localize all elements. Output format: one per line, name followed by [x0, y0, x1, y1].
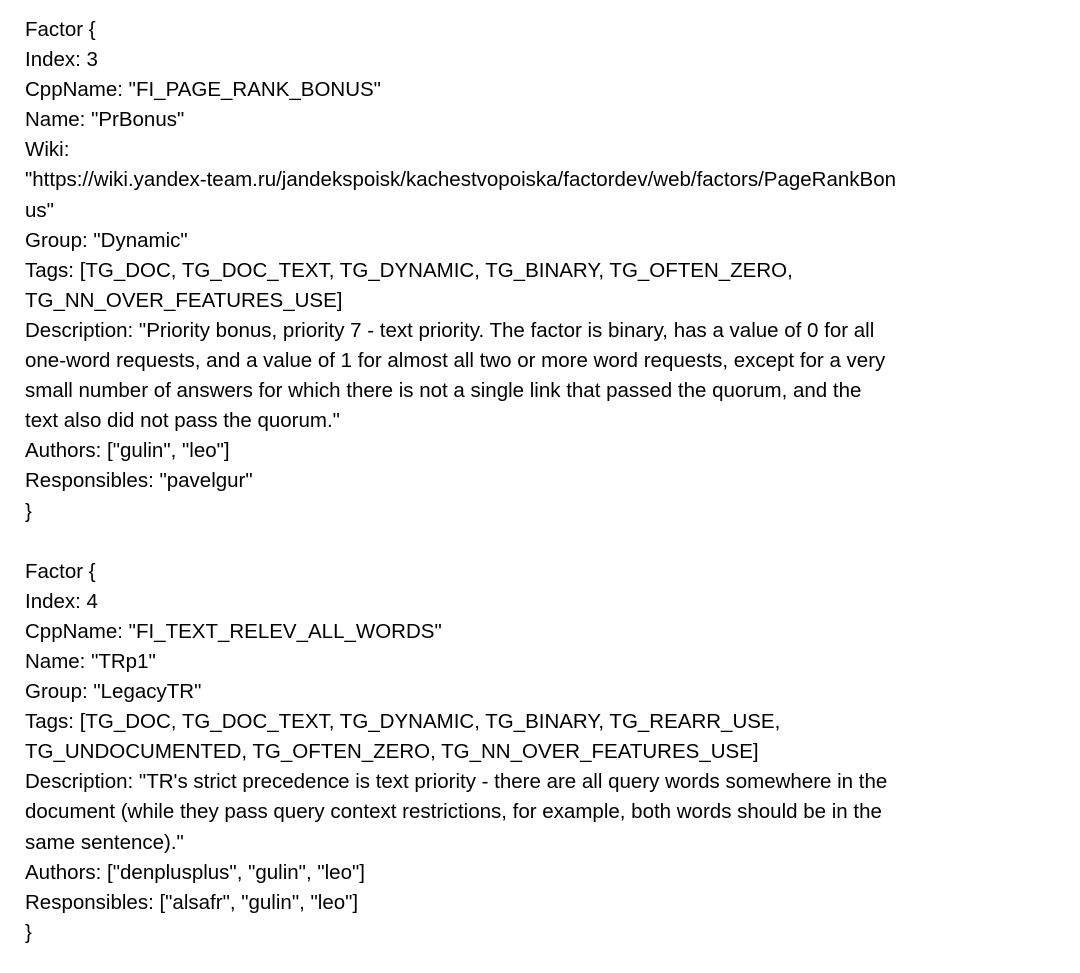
factor-tags: Tags: [TG_DOC, TG_DOC_TEXT, TG_DYNAMIC, TG_BINARY, TG_REARR_USE, — [25, 710, 781, 734]
factor-index: Index: 3 — [25, 48, 98, 72]
factor-cppname: CppName: "FI_PAGE_RANK_BONUS" — [25, 78, 381, 102]
factor-description-cont: same sentence)." — [25, 830, 184, 854]
factor-name: Name: "TRp1" — [25, 649, 156, 673]
factor-cppname: CppName: "FI_TEXT_RELEV_ALL_WORDS" — [25, 619, 442, 643]
factor-block-2 — [25, 557, 1065, 948]
factor-description-cont: text also did not pass the quorum." — [25, 409, 340, 433]
factor-description-cont: document (while they pass query context restrictions, for example, both words should be in the — [25, 800, 882, 824]
factor-tags: Tags: [TG_DOC, TG_DOC_TEXT, TG_DYNAMIC, TG_BINARY, TG_OFTEN_ZERO, — [25, 258, 793, 282]
factor-close: } — [25, 499, 32, 523]
factor-description: Description: "TR's strict precedence is text priority - there are all query words somewhere in the — [25, 770, 888, 794]
factor-tags-cont: TG_NN_OVER_FEATURES_USE] — [25, 288, 343, 312]
factor-authors: Authors: ["denplusplus", "gulin", "leo"] — [25, 860, 365, 884]
document-body — [25, 15, 1065, 948]
factor-authors: Authors: ["gulin", "leo"] — [25, 439, 230, 463]
factor-description-cont: small number of answers for which there is not a single link that passed the quorum, and the — [25, 379, 862, 403]
factor-wiki-url: "https://wiki.yandex-team.ru/jandekspoisk/kachestvopoiska/factordev/web/factors/PageRankBon — [25, 168, 896, 192]
factor-close: } — [25, 920, 32, 944]
factor-open: Factor { — [25, 559, 96, 583]
factor-block-1 — [25, 15, 1065, 527]
factor-wiki-label: Wiki: — [25, 138, 70, 162]
factor-responsibles: Responsibles: ["alsafr", "gulin", "leo"] — [25, 890, 359, 914]
factor-group: Group: "Dynamic" — [25, 228, 188, 252]
factor-open: Factor { — [25, 18, 96, 41]
factor-group: Group: "LegacyTR" — [25, 680, 202, 704]
factor-description: Description: "Priority bonus, priority 7 - text priority. The factor is binary, has a value of 0 for all — [25, 318, 875, 342]
factor-tags-cont: TG_UNDOCUMENTED, TG_OFTEN_ZERO, TG_NN_OVER_FEATURES_USE] — [25, 740, 759, 764]
factor-description-cont: one-word requests, and a value of 1 for almost all two or more word requests, except for a very — [25, 349, 886, 373]
factor-index: Index: 4 — [25, 589, 98, 613]
block-spacer — [25, 527, 1065, 557]
factor-name: Name: "PrBonus" — [25, 108, 185, 132]
factor-responsibles: Responsibles: "pavelgur" — [25, 469, 253, 493]
factor-wiki-url-cont: us" — [25, 198, 54, 222]
